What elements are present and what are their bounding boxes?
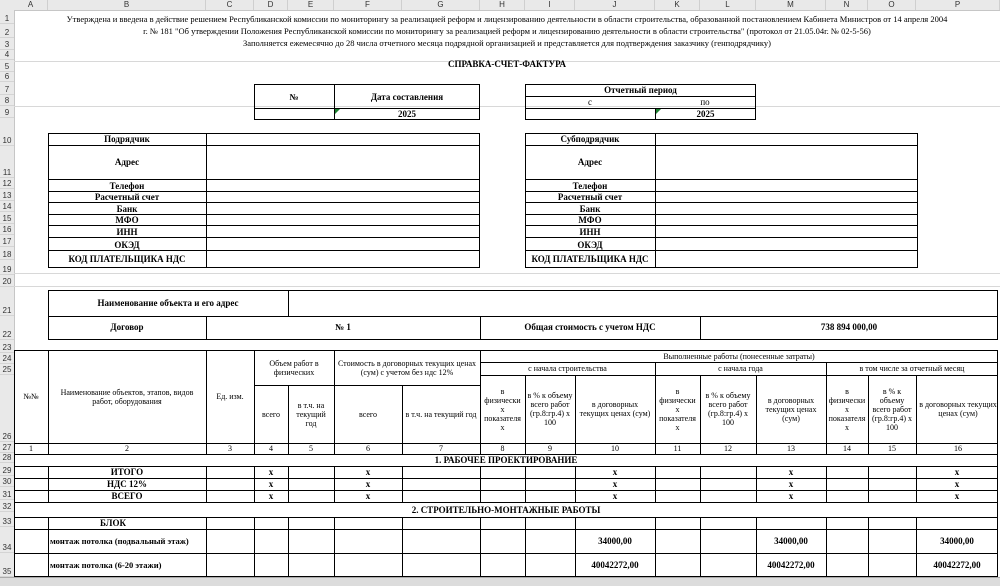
- work-row-value-col10[interactable]: 40042272,00: [591, 560, 639, 570]
- header-phys-3: в физически х показателя х: [828, 386, 866, 432]
- header-cost-total: всего: [358, 409, 377, 419]
- divider: [402, 517, 403, 577]
- divider: [525, 202, 918, 203]
- divider: [288, 466, 289, 502]
- row-header[interactable]: 22: [0, 316, 14, 340]
- header-prices-3: в договорных текущих ценах (сум): [919, 400, 997, 418]
- divider: [206, 133, 207, 268]
- total-cost-label: Общая стоимость с учетом НДС: [524, 322, 656, 332]
- divider: [525, 96, 756, 97]
- page-title: СПРАВКА-СЧЕТ-ФАКТУРА: [448, 59, 566, 69]
- divider: [525, 466, 526, 502]
- contractor-bank-label: Банк: [116, 204, 138, 214]
- subcontractor-oked-label: ОКЭД: [577, 240, 603, 250]
- work-row-name: монтаж потолка (6-20 этажи): [50, 560, 162, 570]
- row-header[interactable]: 6: [0, 72, 14, 82]
- col-number: 11: [673, 444, 682, 453]
- work-row-value-col13[interactable]: 34000,00: [774, 536, 808, 546]
- period-to-label: по: [700, 97, 710, 107]
- row-header[interactable]: 34: [0, 527, 14, 553]
- col-number: 6: [366, 444, 370, 453]
- divider: [48, 179, 480, 180]
- divider: [700, 466, 701, 502]
- header-unit: Ед. изм.: [216, 392, 244, 401]
- cell-comment-marker: [656, 109, 661, 114]
- divider: [254, 517, 255, 577]
- doc-year[interactable]: 2025: [398, 109, 416, 119]
- col-number: 1: [29, 444, 33, 453]
- object-name-label: Наименование объекта и его адрес: [97, 298, 239, 308]
- work-row-value-col10[interactable]: 34000,00: [598, 536, 632, 546]
- doc-number-label: №: [289, 92, 299, 102]
- column-header-h[interactable]: H: [480, 0, 525, 10]
- row-header[interactable]: 5: [0, 60, 14, 72]
- row-header[interactable]: 14: [0, 201, 14, 212]
- column-header-o[interactable]: O: [868, 0, 916, 10]
- divider: [655, 133, 656, 268]
- divider: [826, 517, 827, 577]
- summary-vat-label: НДС 12%: [107, 479, 147, 489]
- work-row-value-col16[interactable]: 34000,00: [940, 536, 974, 546]
- work-row-value-col16[interactable]: 40042272,00: [933, 560, 981, 570]
- divider: [288, 517, 289, 577]
- header-pct-2: в % к объему всего работ (гр.8:гр.4) х 100: [705, 391, 751, 427]
- subcontractor-title: Субподрядчик: [560, 134, 620, 144]
- header-phys-2: в физически х показателя х: [659, 386, 696, 432]
- column-header-f[interactable]: F: [334, 0, 402, 10]
- contract-label: Договор: [110, 322, 144, 332]
- approval-text-line2: г. № 181 "Об утверждении Положения Республиканской комиссии по мониторингу за реализацией реформ и лицензированию деятельности в области строительства" (протокол от 21.05.04г. № 02-5-56): [143, 26, 871, 36]
- contractor-address-label: Адрес: [114, 157, 140, 167]
- column-header-b[interactable]: B: [48, 0, 206, 10]
- divider: [14, 502, 998, 503]
- summary-total-label: ИТОГО: [110, 467, 144, 477]
- x-mark: x: [365, 479, 371, 489]
- col-number: 13: [787, 444, 795, 453]
- row-header[interactable]: 17: [0, 235, 14, 247]
- row-header[interactable]: 29: [0, 463, 14, 476]
- subcontractor-inn-label: ИНН: [579, 227, 601, 237]
- subcontractor-address-label: Адрес: [577, 157, 603, 167]
- column-header-c[interactable]: C: [206, 0, 254, 10]
- header-pct-1: в % к объему всего работ (гр.8:гр.4) х 100: [527, 391, 573, 427]
- divider: [48, 237, 480, 238]
- row-header[interactable]: 23: [0, 340, 14, 353]
- column-header-a[interactable]: A: [14, 0, 48, 10]
- total-cost-value[interactable]: 738 894 000,00: [820, 322, 878, 332]
- subcontractor-phone-label: Телефон: [572, 181, 608, 191]
- divider: [655, 517, 656, 577]
- row-header[interactable]: 31: [0, 487, 14, 500]
- header-volume-total: всего: [261, 409, 280, 419]
- divider: [480, 517, 481, 577]
- row-header[interactable]: 9: [0, 106, 14, 118]
- contractor-account-label: Расчетный счет: [94, 192, 160, 202]
- row-header[interactable]: 27: [0, 442, 14, 453]
- row-header[interactable]: 7: [0, 82, 14, 95]
- divider: [525, 237, 918, 238]
- header-pct-3: в % к объему всего работ (гр.8:гр.4) х 100: [871, 386, 913, 432]
- col-number: 9: [548, 444, 552, 453]
- divider: [48, 225, 480, 226]
- row-header[interactable]: 30: [0, 476, 14, 487]
- divider: [525, 517, 526, 577]
- row-header[interactable]: 12: [0, 178, 14, 189]
- divider: [14, 553, 998, 554]
- contractor-oked-label: ОКЭД: [114, 240, 140, 250]
- approval-text-line1: Утверждена и введена в действие решением Республиканской комиссии по мониторингу за реализацией реформ и лицензированию деятельности в области строительства, образованной постановлением Кабинета Министров от 14 апреля 2004: [66, 14, 948, 24]
- contractor-mfo-label: МФО: [115, 215, 139, 225]
- header-since-start: с начала строительства: [528, 364, 607, 373]
- row-header[interactable]: 10: [0, 118, 14, 146]
- x-mark: x: [612, 479, 618, 489]
- col-number: 5: [309, 444, 313, 453]
- gridline: [14, 273, 1000, 274]
- header-since-year: с начала года: [718, 364, 763, 373]
- summary-grand-label: ВСЕГО: [111, 491, 143, 501]
- x-mark: x: [788, 467, 794, 477]
- divider: [334, 517, 335, 577]
- header-phys-1: в физически х показателя х: [484, 386, 521, 432]
- row-header[interactable]: 28: [0, 453, 14, 463]
- x-mark: x: [954, 491, 960, 501]
- row-header[interactable]: 2: [0, 24, 14, 38]
- contractor-vat-label: КОД ПЛАТЕЛЬЩИКА НДС: [68, 254, 186, 264]
- doc-date-label: Дата составления: [370, 92, 444, 102]
- divider: [655, 466, 656, 502]
- col-number: 2: [125, 444, 129, 453]
- divider: [48, 202, 480, 203]
- x-mark: x: [954, 467, 960, 477]
- divider: [868, 517, 869, 577]
- column-header-m[interactable]: M: [756, 0, 826, 10]
- column-header-i[interactable]: I: [525, 0, 575, 10]
- col-number: 12: [724, 444, 732, 453]
- divider: [206, 466, 207, 502]
- column-header-p[interactable]: P: [916, 0, 1000, 10]
- row-header[interactable]: 24: [0, 353, 14, 364]
- row-header[interactable]: 4: [0, 50, 14, 60]
- cell-comment-marker: [335, 109, 340, 114]
- divider: [525, 225, 918, 226]
- work-row-value-col13[interactable]: 40042272,00: [767, 560, 815, 570]
- x-mark: x: [788, 479, 794, 489]
- row-header[interactable]: 1: [0, 10, 14, 24]
- row-header[interactable]: 20: [0, 275, 14, 287]
- divider: [525, 179, 918, 180]
- row-header[interactable]: 21: [0, 287, 14, 316]
- col-number: 16: [954, 444, 962, 453]
- row-header[interactable]: 11: [0, 146, 14, 178]
- row-header[interactable]: 8: [0, 95, 14, 106]
- header-volume: Объем работ в физических: [269, 358, 319, 377]
- row-header[interactable]: 15: [0, 212, 14, 224]
- work-row-name: монтаж потолка (подвальный этаж): [50, 536, 189, 546]
- block-label: БЛОК: [100, 518, 126, 528]
- subcontractor-account-label: Расчетный счет: [557, 192, 623, 202]
- row-header[interactable]: 3: [0, 38, 14, 50]
- divider: [868, 466, 869, 502]
- col-number: 3: [228, 444, 232, 453]
- subcontractor-mfo-label: МФО: [578, 215, 602, 225]
- column-header-k[interactable]: K: [655, 0, 700, 10]
- header-prices-1: в договорных текущих ценах (сум): [579, 400, 651, 418]
- x-mark: x: [788, 491, 794, 501]
- column-header-g[interactable]: G: [402, 0, 480, 10]
- period-label: Отчетный период: [604, 85, 677, 95]
- col-number: 10: [611, 444, 619, 453]
- divider: [525, 145, 918, 146]
- column-header-j[interactable]: J: [575, 0, 655, 10]
- gridline: [14, 106, 1000, 107]
- header-cost: Стоимость в договорных текущих ценах (сум) с учетом без ндс 12%: [337, 358, 477, 377]
- x-mark: x: [268, 479, 274, 489]
- divider: [48, 350, 49, 454]
- col-number: 15: [888, 444, 896, 453]
- contractor-inn-label: ИНН: [116, 227, 138, 237]
- gridline: [14, 286, 1000, 287]
- x-mark: x: [612, 467, 618, 477]
- divider: [14, 529, 998, 530]
- column-header-d[interactable]: D: [254, 0, 288, 10]
- row-header[interactable]: 16: [0, 224, 14, 235]
- divider: [48, 316, 998, 317]
- contractor-phone-label: Телефон: [109, 181, 145, 191]
- section-1-title: 1. РАБОЧЕЕ ПРОЕКТИРОВАНИЕ: [434, 455, 578, 465]
- row-header[interactable]: 18: [0, 247, 14, 260]
- x-mark: x: [268, 467, 274, 477]
- period-year[interactable]: 2025: [696, 109, 715, 119]
- header-num: №№: [23, 392, 39, 401]
- row-header[interactable]: 32: [0, 500, 14, 512]
- column-header-bar: [0, 0, 1000, 11]
- subcontractor-bank-label: Банк: [579, 204, 601, 214]
- row-header[interactable]: 26: [0, 375, 14, 442]
- row-header[interactable]: 35: [0, 553, 14, 577]
- column-header-n[interactable]: N: [826, 0, 868, 10]
- row-header-bar: [0, 10, 15, 585]
- row-header[interactable]: 33: [0, 512, 14, 527]
- divider: [48, 145, 480, 146]
- divider: [525, 250, 918, 251]
- x-mark: x: [954, 479, 960, 489]
- row-header[interactable]: 25: [0, 364, 14, 375]
- col-number: 4: [269, 444, 273, 453]
- contract-number[interactable]: № 1: [335, 322, 351, 332]
- col-number: 7: [439, 444, 443, 453]
- divider: [826, 466, 827, 502]
- column-header-e[interactable]: E: [288, 0, 334, 10]
- row-header[interactable]: 13: [0, 189, 14, 201]
- contractor-title: Подрядчик: [104, 134, 150, 144]
- x-mark: x: [365, 491, 371, 501]
- header-prices-2: в договорных текущих ценах (сум): [765, 395, 817, 423]
- divider: [48, 250, 480, 251]
- header-done-works: Выполненные работы (понесенные затраты): [663, 351, 815, 361]
- x-mark: x: [268, 491, 274, 501]
- subcontractor-vat-label: КОД ПЛАТЕЛЬЩИКА НДС: [531, 254, 649, 264]
- divider: [402, 466, 403, 502]
- period-from-label: с: [588, 97, 592, 107]
- col-number: 8: [500, 444, 505, 453]
- section-2-title: 2. СТРОИТЕЛЬНО-МОНТАЖНЫЕ РАБОТЫ: [411, 505, 601, 515]
- column-header-l[interactable]: L: [700, 0, 756, 10]
- header-volume-cur-year: в т.ч. на текущий год: [296, 400, 326, 428]
- col-number: 14: [843, 444, 851, 453]
- header-name: Наименование объектов, этапов, видов работ, оборудования: [60, 387, 194, 406]
- divider: [480, 466, 481, 502]
- divider: [700, 517, 701, 577]
- header-cost-cur-year: в т.ч. на текущий год: [405, 409, 477, 419]
- row-header[interactable]: 19: [0, 260, 14, 275]
- divider: [206, 517, 207, 577]
- header-this-month: в том числе за отчетный месяц: [859, 364, 965, 373]
- divider: [288, 290, 289, 316]
- fill-instruction: Заполняется ежемесячно до 28 числа отчетного месяца подрядной организацией и представляется для подтверждения заказчику (генподрядчику): [243, 38, 771, 48]
- x-mark: x: [612, 491, 618, 501]
- x-mark: x: [365, 467, 371, 477]
